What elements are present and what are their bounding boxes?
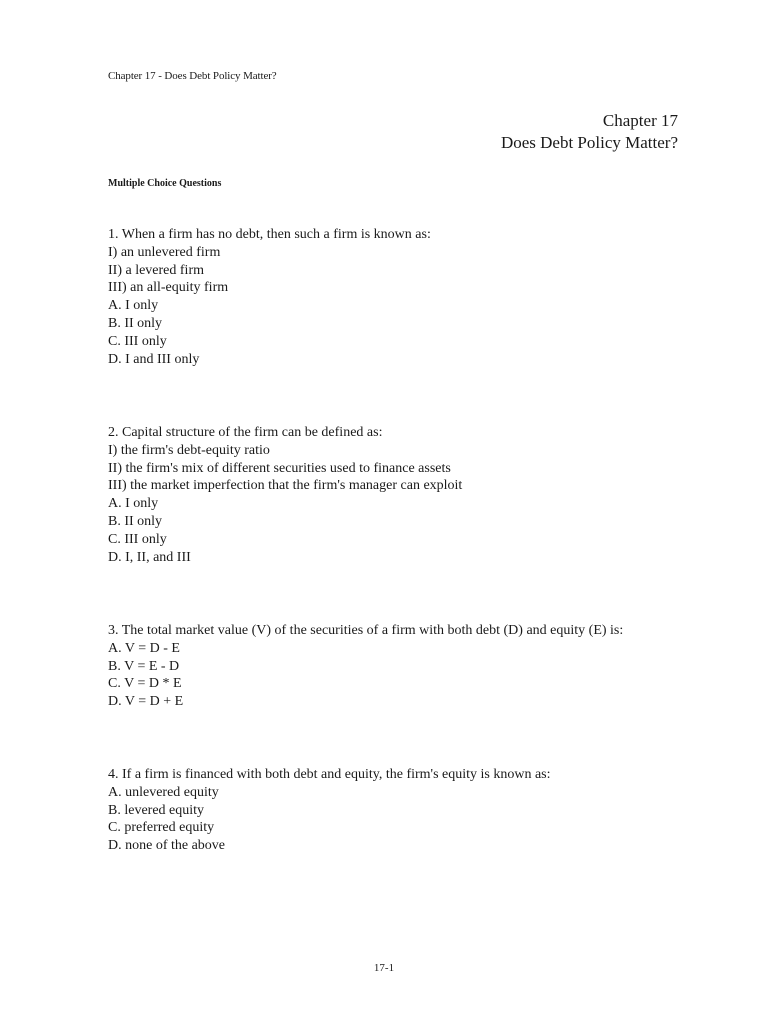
question-4 [108,766,551,855]
question-statement-iii: III) an all-equity firm [108,280,229,296]
question-statement-ii: II) the firm's mix of different securities used to finance assets [108,460,451,476]
answer-option-d: D. none of the above [108,838,226,854]
section-label: Multiple Choice Questions [108,178,222,189]
answer-option-c: C. preferred equity [108,820,215,836]
question-statement-ii: II) a levered firm [108,262,204,278]
answer-option-a: A. I only [108,298,159,314]
question-stem: 3. The total market value (V) of the securities of a firm with both debt (D) and equity (E) is: [108,623,624,638]
answer-option-c: C. III only [108,333,167,349]
answer-option-d: D. I, II, and III [108,549,191,565]
question-statement-iii: III) the market imperfection that the firm's manager can exploit [108,478,463,494]
chapter-heading [501,110,678,154]
answer-option-b: B. levered equity [108,802,205,818]
answer-option-b: B. II only [108,315,163,331]
question-stem: 4. If a firm is financed with both debt and equity, the firm's equity is known as: [108,767,551,782]
answer-option-c: C. V = D * E [108,676,182,692]
answer-option-a: A. V = D - E [108,640,180,656]
answer-option-d: D. I and III only [108,351,200,367]
chapter-number: Chapter 17 [602,111,678,130]
answer-option-d: D. V = D + E [108,694,184,710]
question-statement-i: I) the firm's debt-equity ratio [108,442,270,458]
answer-option-a: A. unlevered equity [108,784,219,800]
answer-option-c: C. III only [108,531,167,547]
chapter-title: Does Debt Policy Matter? [500,133,678,152]
question-2 [108,424,462,566]
running-header: Chapter 17 - Does Debt Policy Matter? [108,70,277,82]
answer-option-a: A. I only [108,496,159,512]
answer-option-b: B. V = E - D [108,658,180,674]
question-statement-i: I) an unlevered firm [108,244,221,260]
question-1 [108,226,431,368]
question-stem: 2. Capital structure of the firm can be defined as: [108,425,383,440]
question-stem: 1. When a firm has no debt, then such a firm is known as: [108,227,431,242]
question-3 [108,622,623,711]
answer-option-b: B. II only [108,513,163,529]
page-number: 17-1 [373,962,395,974]
